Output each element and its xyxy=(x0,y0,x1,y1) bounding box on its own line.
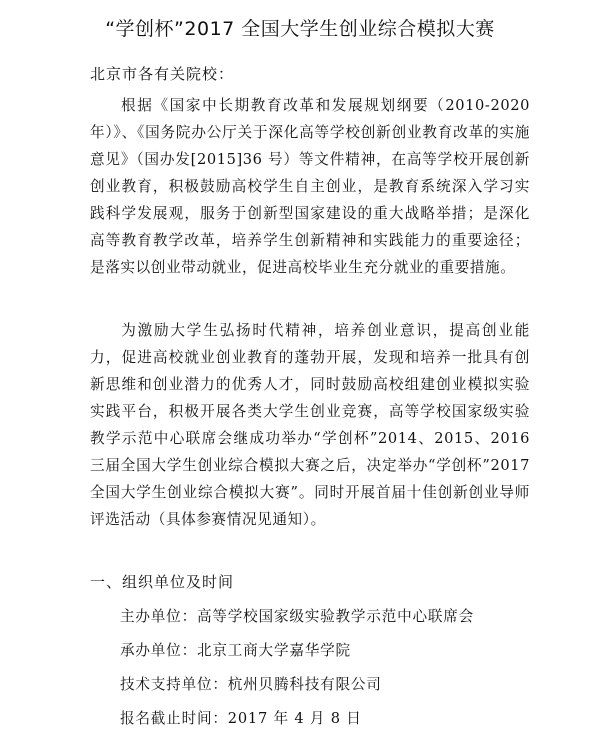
paragraph-2-text: 为激励大学生弘扬时代精神，培养创业意识，提高创业能力，促进高校就业创业教育的蓬勃开展，发现和培养一批具有创新思维和创业潜力的优秀人才，同时鼓励高校组建创业模拟实验实践平台，积极开展各类大学生创业竞赛，高等学校国家级实验教学示范中心联席会继成功举办“学创杯”2014、2015、2016 三届全国大学生创业综合模拟大赛之后，决定举办“学创杯”2017 全国大学生创业综合模拟大赛”。同时开展首届十佳创新创业导师评选活动（具体参赛情况见通知）。 xyxy=(90,322,530,528)
paragraph-1-text: 根据《国家中长期教育改革和发展规划纲要（2010-2020 年）》、《国务院办公厅关于深化高等学校创新创业教育改革的实施意见》（国办发[2015]36 号）等文件精神，在高等学校开展创新创业教育，积极鼓励高校学生自主创业，是教育系统深入学习实践科学发展观，服务于创新型国家建设的重大战略举措；是深化高等教育教学改革，培养学生创新精神和实践能力的重要途径；是落实以创业带动就业，促进高校毕业生充分就业的重要措施。 xyxy=(90,97,530,276)
undertaker-line: 承办单位：北京工商大学嘉华学院 xyxy=(120,642,351,659)
paragraph-2 xyxy=(90,317,530,533)
tech-support-line: 技术支持单位：杭州贝腾科技有限公司 xyxy=(120,676,382,693)
section-heading-organization: 一、组织单位及时间 xyxy=(90,573,235,591)
organizer-line: 主办单位：高等学校国家级实验教学示范中心联席会 xyxy=(120,608,475,625)
document-title: “学创杯”2017 全国大学生创业综合模拟大赛 xyxy=(105,18,495,40)
greeting-line: 北京市各有关院校： xyxy=(90,65,235,83)
paragraph-1 xyxy=(90,92,530,281)
deadline-line: 报名截止时间：2017 年 4 月 8 日 xyxy=(120,710,362,727)
